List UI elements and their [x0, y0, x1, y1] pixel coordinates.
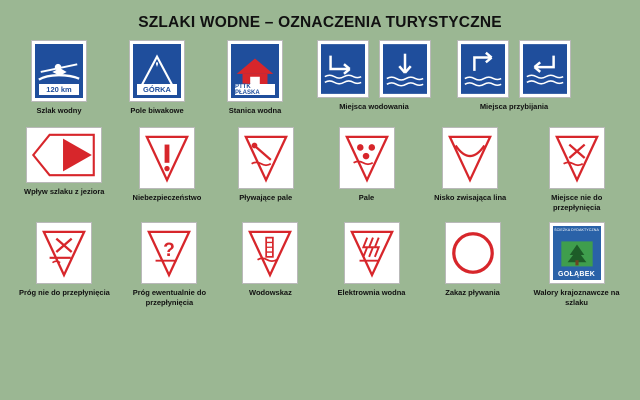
sign-szlak-wodny[interactable] — [31, 40, 87, 102]
page-title: SZLAKI WODNE – OZNACZENIA TURYSTYCZNE — [138, 14, 502, 31]
sign-caption: Pływające pale — [239, 193, 293, 203]
sign-face — [133, 44, 181, 98]
sign-face — [553, 226, 601, 280]
sign-caption: Miejsca przybijania — [479, 102, 549, 111]
prohibition-circle-icon — [449, 226, 497, 280]
weir-x-icon — [40, 226, 88, 280]
sign-miejsce-wodowania-2[interactable] — [379, 40, 431, 98]
sign-cell-wplyw-szlaku[interactable] — [10, 127, 119, 196]
station-label: PTTK PŁASKA — [235, 84, 275, 95]
sign-caption: Próg nie do przepłynięcia — [18, 288, 110, 298]
sign-caption: Wodowskaz — [249, 288, 292, 298]
sign-cell-szlak-wodny[interactable] — [10, 40, 108, 115]
sign-zakaz-plywania[interactable] — [445, 222, 501, 284]
sign-wodowskaz[interactable] — [242, 222, 298, 284]
sign-stanica-wodna[interactable] — [227, 40, 283, 102]
svg-text:?: ? — [163, 240, 176, 262]
sign-cell-prog-nie-do-przeplyniecia[interactable] — [10, 222, 119, 297]
sign-pole-biwakowe[interactable] — [129, 40, 185, 102]
sign-walory-krajoznawcze[interactable] — [549, 222, 605, 284]
slipway-down-icon — [383, 44, 427, 94]
crossed-x-icon — [553, 131, 601, 185]
sign-caption: Niebezpieczeństwo — [132, 193, 202, 203]
floating-piles-icon — [242, 131, 290, 185]
sign-row-1 — [10, 40, 630, 115]
exclamation-icon — [143, 131, 191, 185]
sign-prog-ewentualnie-do-przeplyniecia[interactable] — [141, 222, 197, 284]
sign-caption: Walory krajoznawcze na szlaku — [533, 288, 620, 307]
place-label: GÓRKA — [137, 84, 177, 95]
sign-cell-pale[interactable] — [316, 127, 417, 202]
sign-pair — [317, 40, 431, 98]
distance-label: 120 km — [39, 84, 79, 95]
sign-miejsce-nie-do-przeplyniecia[interactable] — [549, 127, 605, 189]
hanging-rope-icon — [446, 131, 494, 185]
sign-cell-stanica-wodna[interactable] — [206, 40, 304, 115]
sign-cell-miejsce-nie-do-przeplyniecia[interactable] — [523, 127, 630, 212]
sign-pair — [457, 40, 571, 98]
sign-caption: Pole biwakowe — [130, 106, 184, 115]
sign-row-3 — [10, 222, 630, 307]
board-bottom-text: GOŁĄBEK — [557, 271, 596, 279]
sign-caption: Nisko zwisająca lina — [434, 193, 507, 203]
sign-wplyw-szlaku[interactable] — [26, 127, 102, 183]
sign-caption: Próg ewentualnie do przepłynięcia — [132, 288, 207, 307]
sign-caption: Pale — [358, 193, 375, 203]
slipway-left-icon — [321, 44, 365, 94]
sign-cell-niebezpieczenstwo[interactable] — [119, 127, 216, 202]
sign-cell-zakaz-plywania[interactable] — [422, 222, 523, 297]
sign-cell-miejsca-przybijania[interactable] — [444, 40, 584, 111]
question-mark-icon — [145, 226, 193, 280]
sign-niebezpieczenstwo[interactable] — [139, 127, 195, 189]
sign-face — [35, 44, 83, 98]
sign-caption: Stanica wodna — [228, 106, 282, 115]
gauge-icon — [246, 226, 294, 280]
sign-cell-plywajace-pale[interactable] — [215, 127, 316, 202]
sign-cell-walory-krajoznawcze[interactable] — [523, 222, 630, 307]
sign-cell-wodowskaz[interactable] — [220, 222, 321, 297]
sign-elektrownia-wodna[interactable] — [344, 222, 400, 284]
sign-face — [231, 44, 279, 98]
sign-caption: Elektrownia wodna — [337, 288, 406, 298]
sign-caption: Szlak wodny — [36, 106, 82, 115]
sign-cell-pole-biwakowe[interactable] — [108, 40, 206, 115]
red-arrow-right-icon — [30, 131, 98, 179]
sign-caption: Miejsce nie do przepłynięcia — [551, 193, 603, 212]
sign-prog-nie-do-przeplyniecia[interactable] — [36, 222, 92, 284]
lightning-icon — [348, 226, 396, 280]
three-dots-icon — [343, 131, 391, 185]
sign-miejsce-przybijania-2[interactable] — [519, 40, 571, 98]
sign-nisko-zwisajaca-lina[interactable] — [442, 127, 498, 189]
landing-hook-icon — [461, 44, 505, 94]
sign-caption: Zakaz pływania — [445, 288, 500, 298]
board-top-text: ŚCIEŻKA DYDAKTYCZNA — [554, 228, 599, 233]
sign-caption: Wpływ szlaku z jeziora — [24, 187, 105, 197]
sign-row-2 — [10, 127, 630, 212]
sign-cell-nisko-zwisajaca-lina[interactable] — [417, 127, 524, 202]
sign-pale[interactable] — [339, 127, 395, 189]
sign-miejsce-wodowania-1[interactable] — [317, 40, 369, 98]
sign-plywajace-pale[interactable] — [238, 127, 294, 189]
sign-cell-miejsca-wodowania[interactable] — [304, 40, 444, 111]
sign-cell-elektrownia-wodna[interactable] — [321, 222, 422, 297]
sign-miejsce-przybijania-1[interactable] — [457, 40, 509, 98]
sign-caption: Miejsca wodowania — [339, 102, 409, 111]
landing-ramp-icon — [523, 44, 567, 94]
sign-cell-prog-ewentualnie[interactable] — [119, 222, 220, 307]
